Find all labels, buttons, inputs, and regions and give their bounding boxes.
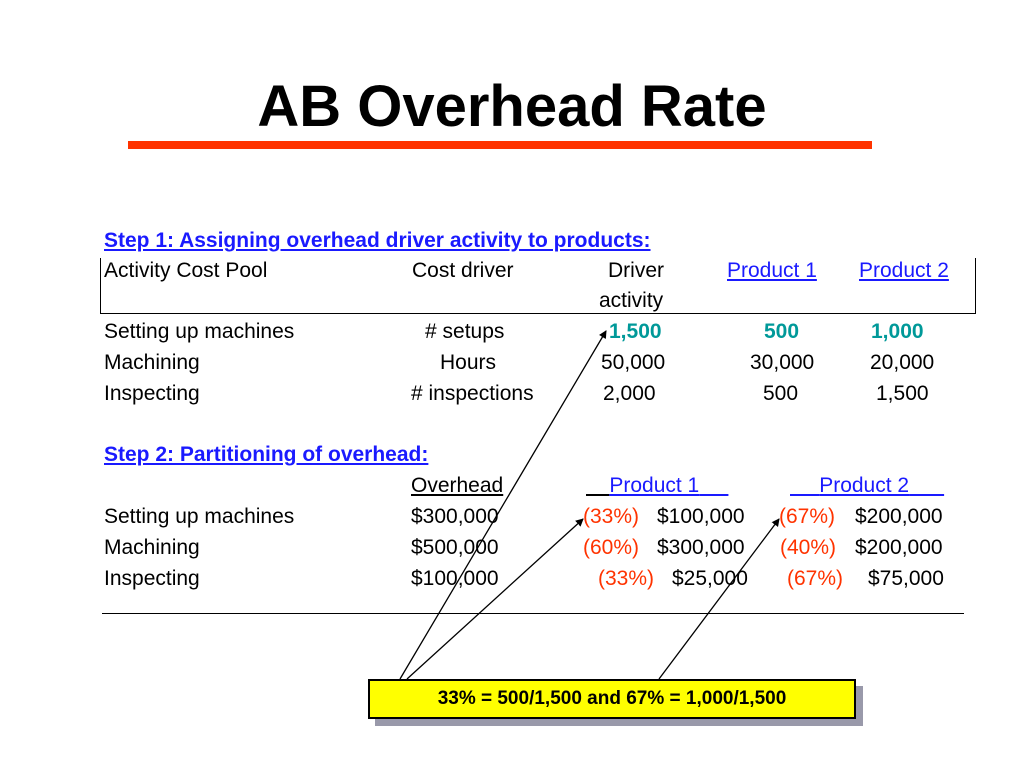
step2-row-machining-p2-amt: $200,000 (855, 536, 943, 559)
step1-row-machining-pool: Machining (104, 351, 200, 374)
step2-row-inspecting-pool: Inspecting (104, 567, 200, 590)
step1-row-inspecting-p2: 1,500 (876, 382, 929, 405)
header-product-2: Product 2 (859, 259, 949, 282)
step1-row-setup-p2: 1,000 (871, 320, 924, 343)
step1-heading: Step 1: Assigning overhead driver activity to products: (104, 229, 651, 252)
step1-row-machining-activity: 50,000 (601, 351, 666, 374)
step1-row-inspecting-p1: 500 (763, 382, 799, 405)
step1-row-setup-activity: 1,500 (609, 320, 662, 343)
step2-row-machining-p1-amt: $300,000 (657, 536, 745, 559)
step2-row-inspecting-p2-amt: $75,000 (868, 567, 944, 590)
header-overhead: Overhead (411, 474, 504, 497)
header2-product-1-label: Product 1 (609, 474, 700, 497)
step2-row-machining-p1-pct: (60%) (583, 536, 640, 559)
step2-row-inspecting-p1-pct: (33%) (598, 567, 655, 590)
step2-row-setup-p2-amt: $200,000 (855, 505, 943, 528)
step1-row-inspecting-activity: 2,000 (603, 382, 656, 405)
step2-row-setup-overhead: $300,000 (411, 505, 499, 528)
step2-row-setup-p1-amt: $100,000 (657, 505, 745, 528)
step2-row-setup-pool: Setting up machines (104, 505, 295, 528)
step1-row-inspecting-driver: # inspections (411, 382, 534, 405)
step2-row-setup-p2-pct: (67%) (779, 505, 836, 528)
step1-row-machining-p2: 20,000 (870, 351, 935, 374)
step2-row-setup-p1-pct: (33%) (583, 505, 640, 528)
step2-heading: Step 2: Partitioning of overhead: (104, 443, 429, 466)
step2-row-inspecting-overhead: $100,000 (411, 567, 499, 590)
slide-title: AB Overhead Rate (257, 74, 767, 139)
header-driver-activity-line2: activity (599, 289, 664, 312)
arrow-to-setups-activity (400, 331, 606, 679)
header-product-1: Product 1 (727, 259, 817, 282)
step2-row-machining-pool: Machining (104, 536, 200, 559)
header-activity-cost-pool: Activity Cost Pool (104, 259, 268, 282)
callout-box (368, 679, 856, 719)
header-cost-driver: Cost driver (412, 259, 514, 282)
step1-row-inspecting-pool: Inspecting (104, 382, 200, 405)
header2-product-2-label: Product 2 (819, 474, 910, 497)
step2-row-inspecting-p2-pct: (67%) (787, 567, 844, 590)
callout-text: 33% = 500/1,500 and 67% = 1,000/1,500 (437, 688, 787, 709)
step2-row-inspecting-p1-amt: $25,000 (672, 567, 748, 590)
arrow-to-p2-pct (659, 519, 779, 679)
step1-row-machining-driver: Hours (440, 351, 497, 374)
header-driver-activity-line1: Driver (608, 259, 664, 282)
step1-row-setup-p1: 500 (764, 320, 800, 343)
step1-row-setup-driver: # setups (425, 320, 505, 343)
step1-row-setup-pool: Setting up machines (104, 320, 295, 343)
step2-row-machining-overhead: $500,000 (411, 536, 499, 559)
step1-row-machining-p1: 30,000 (750, 351, 815, 374)
step2-row-machining-p2-pct: (40%) (780, 536, 837, 559)
arrow-to-p1-pct (407, 519, 583, 679)
